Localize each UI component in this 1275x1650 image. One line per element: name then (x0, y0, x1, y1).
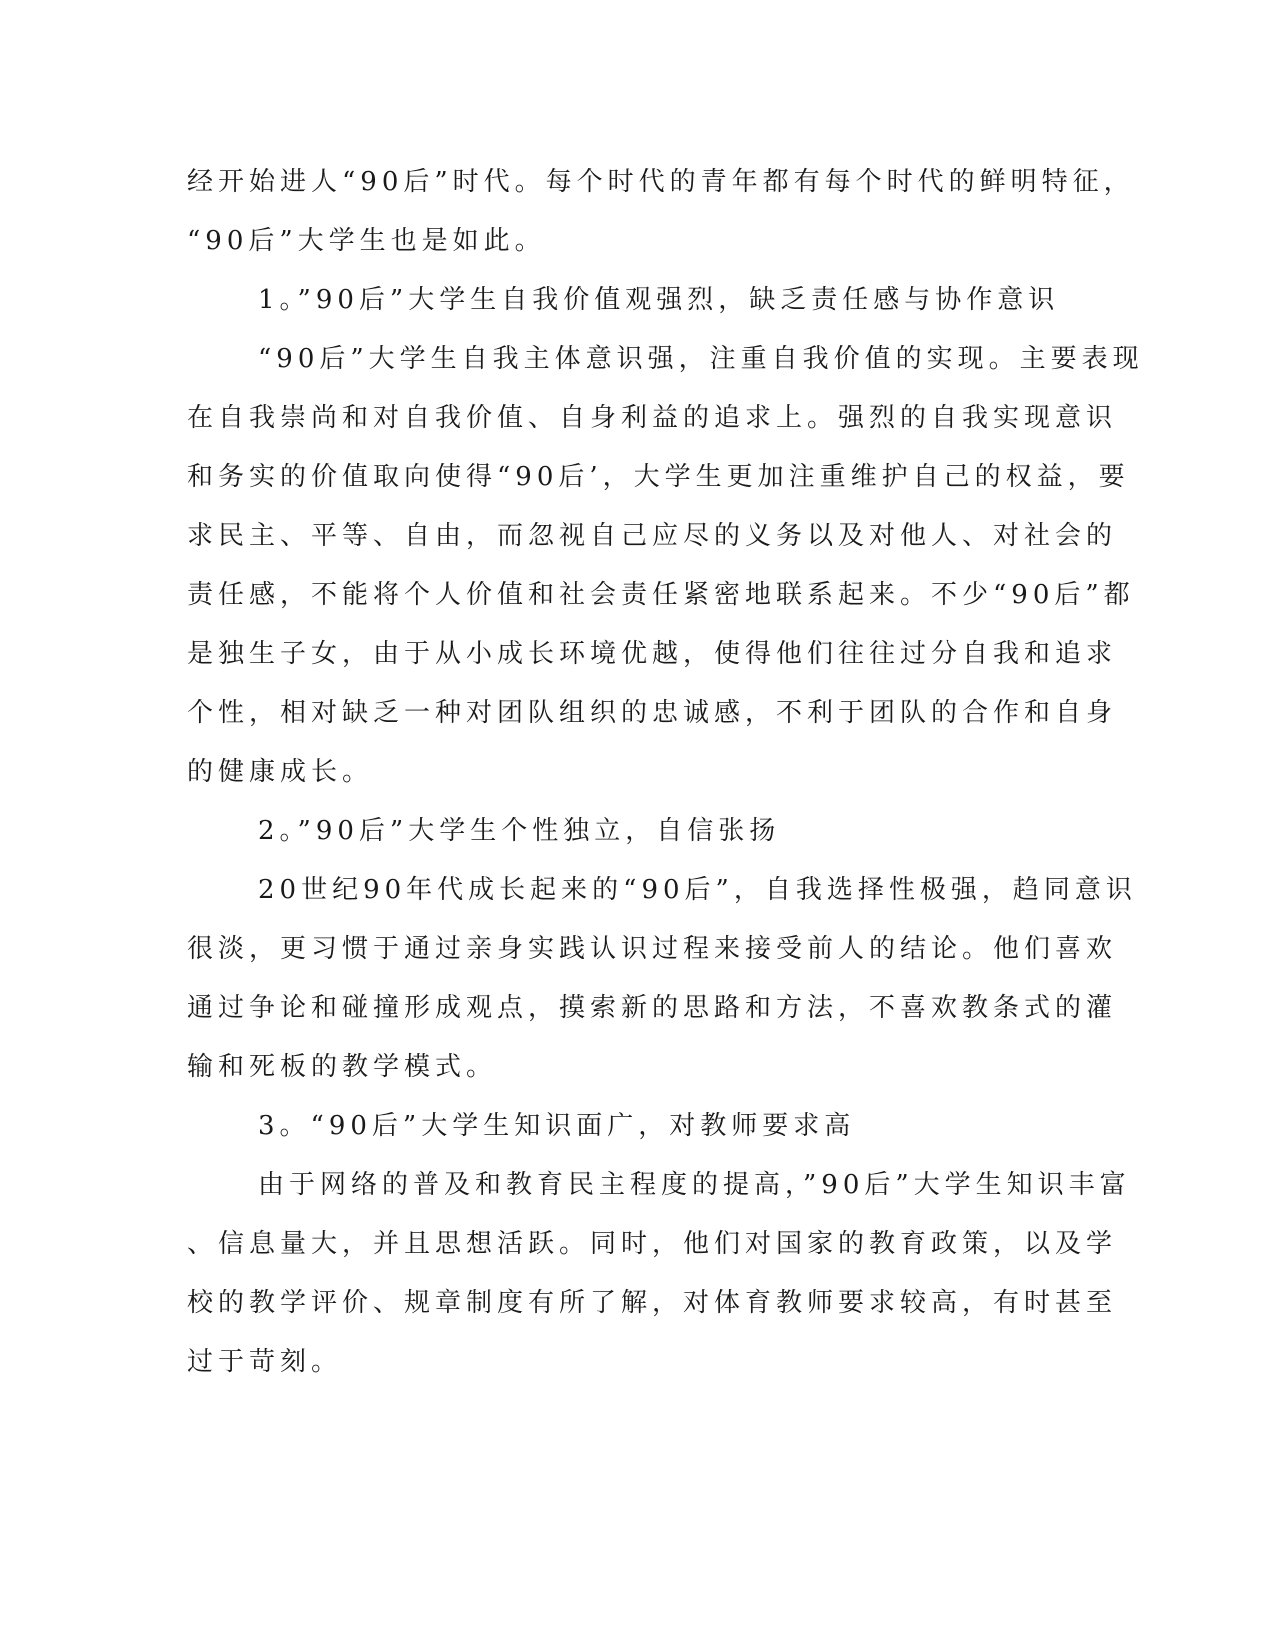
text-line: 的健康成长。 (187, 757, 374, 787)
text-line: 经开始进人“90后”时代。每个时代的青年都有每个时代的鲜明特征， (187, 167, 1135, 197)
text-line: 责任感，不能将个人价值和社会责任紧密地联系起来。不少“90后”都 (187, 580, 1135, 610)
text-line: “90后”大学生自我主体意识强，注重自我价值的实现。主要表现 (258, 344, 1144, 374)
text-line: 20世纪90年代成长起来的“90后”，自我选择性极强，趋同意识 (258, 875, 1137, 905)
text-line: 是独生子女，由于从小成长环境优越，使得他们往往过分自我和追求 (187, 639, 1118, 669)
text-line: 个性，相对缺乏一种对团队组织的忠诚感，不利于团队的合作和自身 (187, 698, 1118, 728)
text-line: 、信息量大，并且思想活跃。同时，他们对国家的教育政策，以及学 (187, 1229, 1118, 1259)
text-line: 求民主、平等、自由，而忽视自己应尽的义务以及对他人、对社会的 (187, 521, 1118, 551)
text-line: 和务实的价值取向使得“90后’，大学生更加注重维护自己的权益，要 (187, 462, 1130, 492)
section-heading: 1。”90后”大学生自我价值观强烈，缺乏责任感与协作意识 (258, 285, 1060, 315)
text-line: “90后”大学生也是如此。 (187, 226, 546, 256)
text-line: 很淡，更习惯于通过亲身实践认识过程来接受前人的结论。他们喜欢 (187, 934, 1118, 964)
text-line: 过于苛刻。 (187, 1347, 343, 1377)
section-heading: 3。“90后”大学生知识面广，对教师要求高 (258, 1111, 856, 1141)
text-line: 输和死板的教学模式。 (187, 1052, 498, 1082)
text-line: 通过争论和碰撞形成观点，摸索新的思路和方法，不喜欢教条式的灌 (187, 993, 1118, 1023)
text-line: 校的教学评价、规章制度有所了解，对体育教师要求较高，有时甚至 (187, 1288, 1118, 1318)
text-line: 在自我崇尚和对自我价值、自身利益的追求上。强烈的自我实现意识 (187, 403, 1118, 433)
section-heading: 2。”90后”大学生个性独立，自信张扬 (258, 816, 781, 846)
text-line: 由于网络的普及和教育民主程度的提高，”90后”大学生知识丰富 (258, 1170, 1131, 1200)
